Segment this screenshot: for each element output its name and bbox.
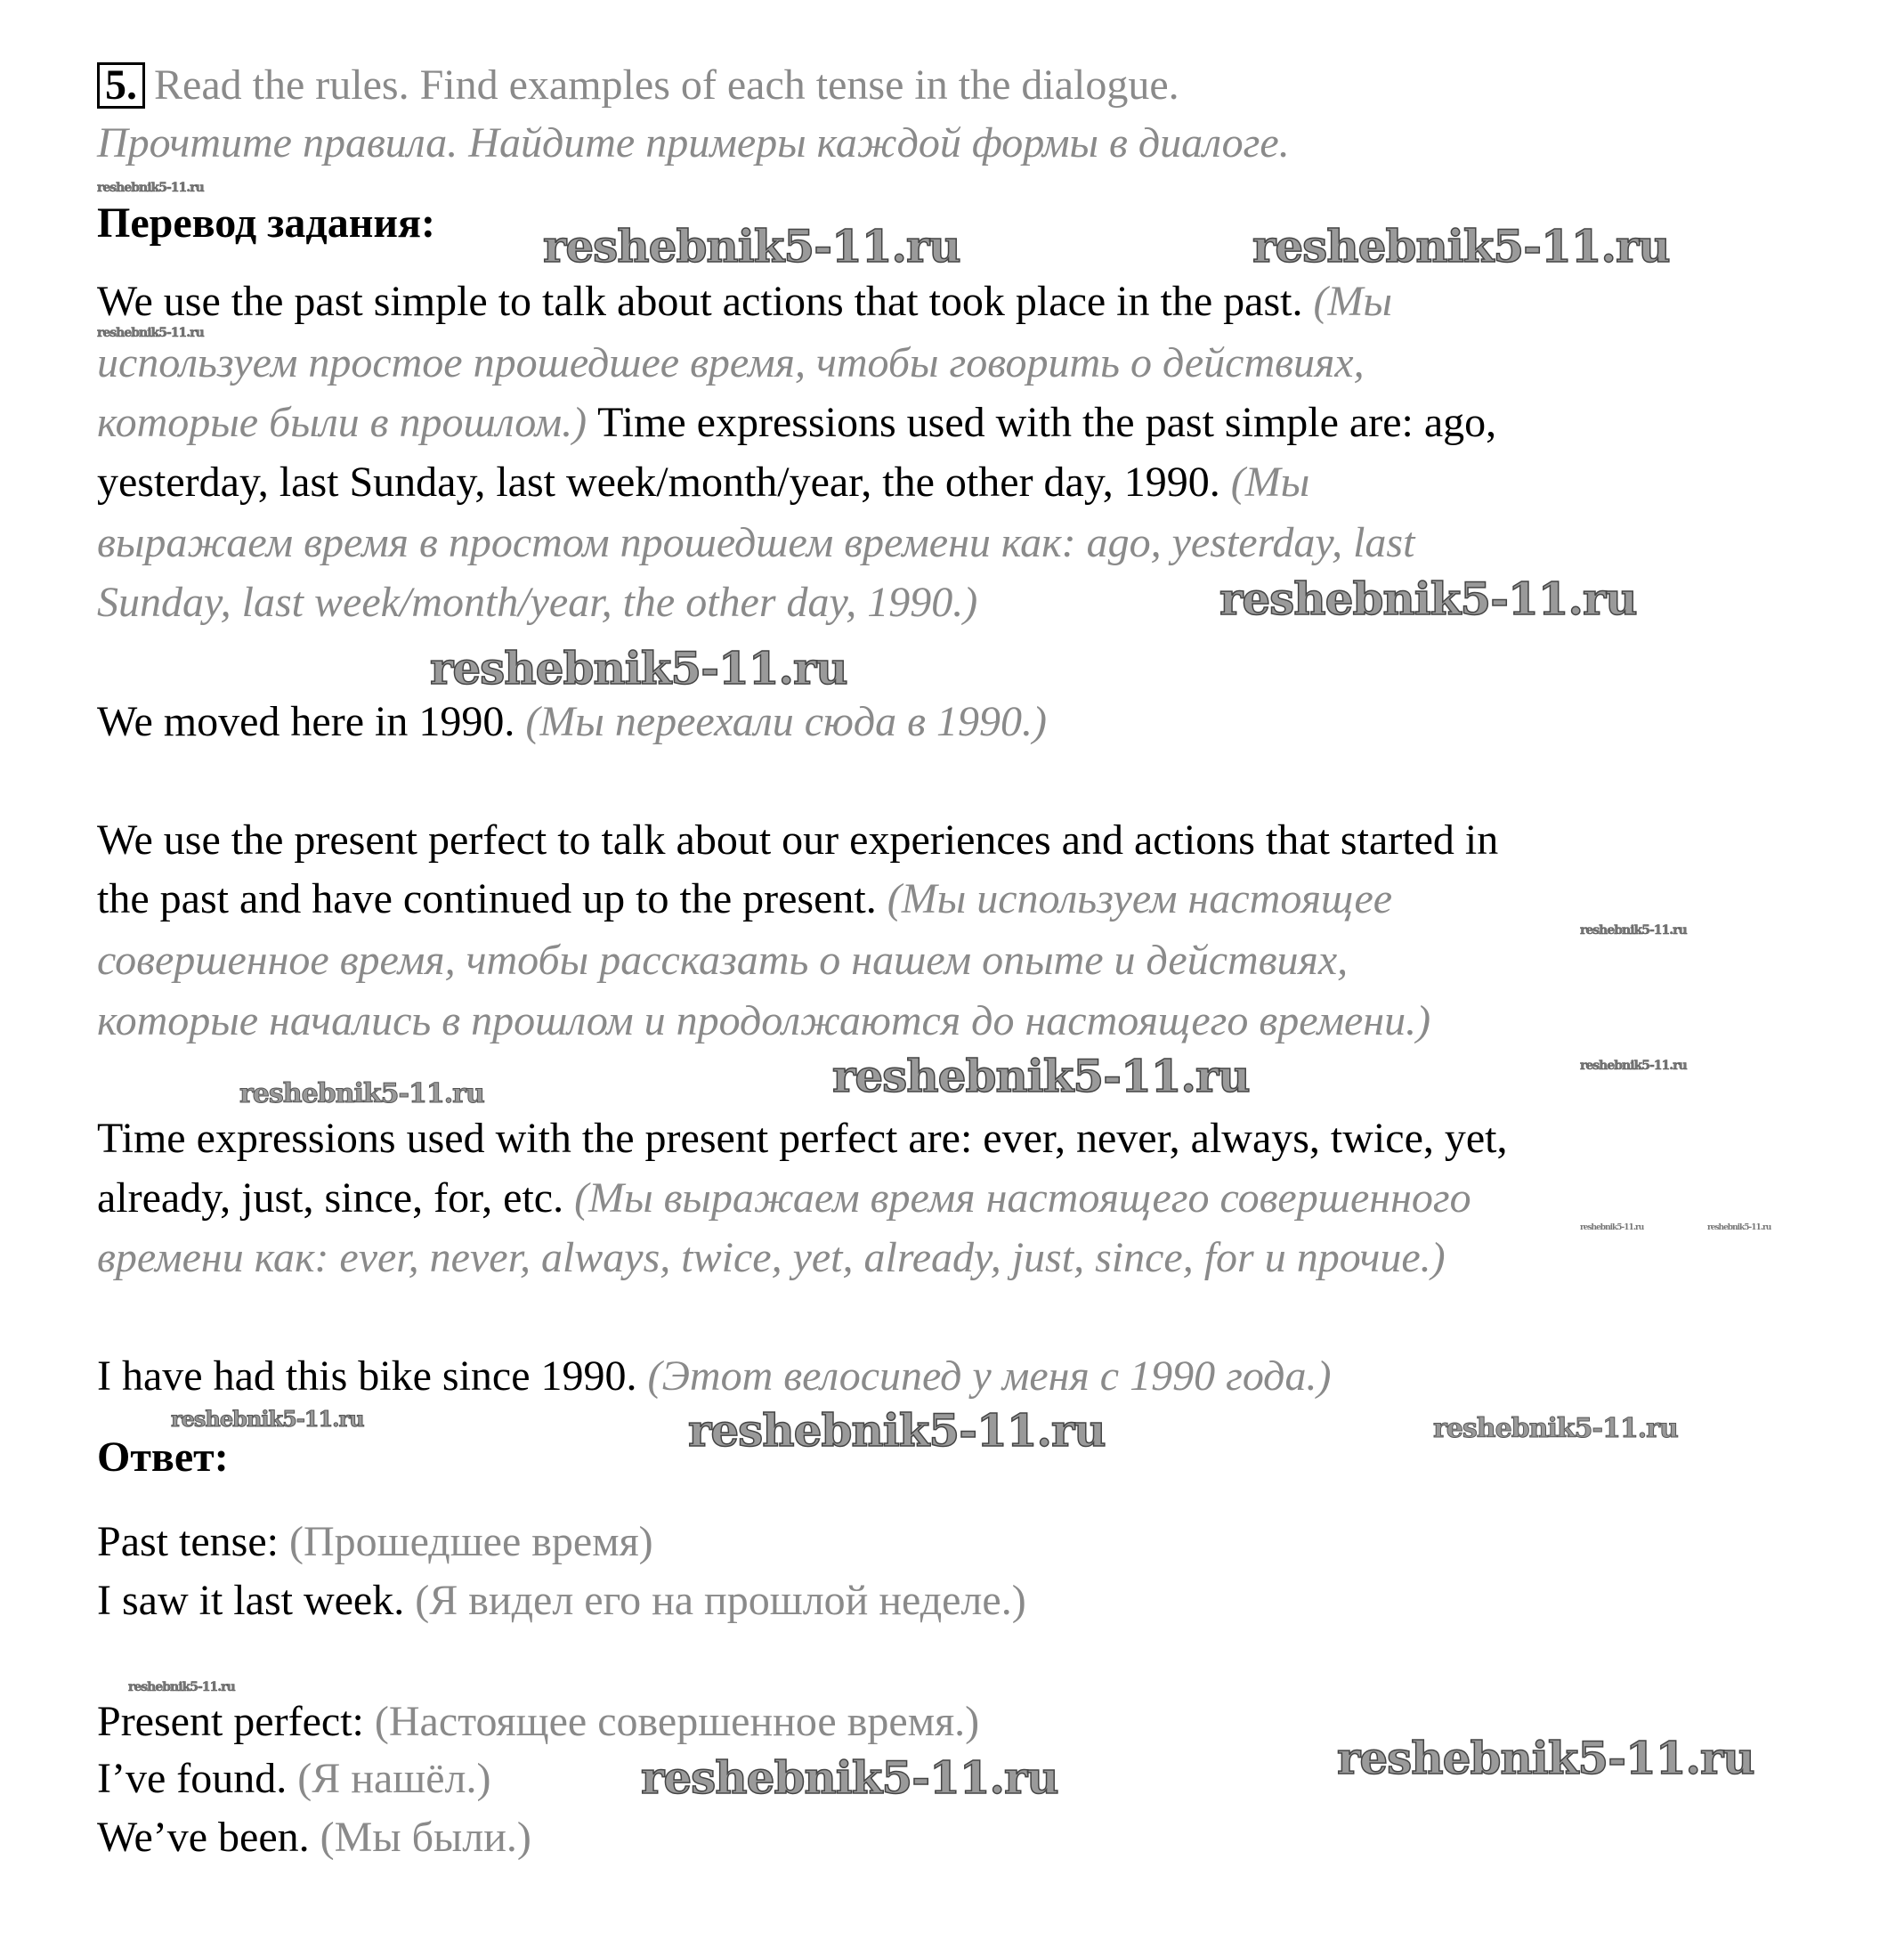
answer-heading: Ответ: (97, 1433, 229, 1481)
instruction-en: Read the rules. Find examples of each tense in the dialogue. (154, 61, 1179, 109)
text-en: the past and have continued up to the present. (97, 875, 877, 922)
watermark: reshebnik5-11.ru (1580, 1059, 1687, 1073)
answer-line (97, 1519, 653, 1565)
text-line: выражаем время в простом прошедшем времени как: ago, yesterday, last (97, 519, 1415, 566)
perfect-example-ru: (Мы были.) (320, 1814, 531, 1861)
past-label-ru: (Прошедшее время) (288, 1518, 653, 1565)
text-ru: (Мы (1230, 459, 1310, 506)
text-ru: (Этот велосипед у меня с 1990 года.) (647, 1352, 1332, 1400)
example-line (97, 1353, 1331, 1400)
watermark: reshebnik5-11.ru (641, 1751, 1058, 1804)
task-number: 5. (97, 62, 145, 109)
text-line: используем простое прошедшее время, чтобы говорить о действиях, (97, 339, 1365, 386)
perfect-example: I’ve found. (97, 1755, 288, 1802)
watermark: reshebnik5-11.ru (171, 1406, 364, 1432)
answer-line (97, 1756, 490, 1802)
text-line (97, 876, 1392, 922)
watermark: reshebnik5-11.ru (239, 1078, 484, 1109)
perfect-example-ru: (Я нашёл.) (297, 1755, 491, 1802)
text-ru: которые были в прошлом.) (97, 399, 587, 446)
watermark: reshebnik5-11.ru (128, 1680, 235, 1694)
watermark: reshebnik5-11.ru (688, 1404, 1106, 1457)
text-en: We use the past simple to talk about actions that took place in the past. (97, 278, 1303, 325)
watermark: reshebnik5-11.ru (97, 326, 204, 340)
answer-line (97, 1578, 1026, 1624)
text-en: We moved here in 1990. (97, 698, 515, 745)
past-example-ru: (Я видел его на прошлой неделе.) (415, 1577, 1026, 1624)
text-en: already, just, since, for, etc. (97, 1174, 564, 1222)
translation-heading: Перевод задания: (97, 199, 435, 247)
text-line (97, 279, 1392, 325)
watermark: reshebnik5-11.ru (1580, 1223, 1644, 1232)
text-line: времени как: ever, never, always, twice, yet, already, just, since, for и прочие.) (97, 1234, 1446, 1281)
watermark: reshebnik5-11.ru (430, 642, 847, 694)
text-ru: (Мы выражаем время настоящего совершенного (574, 1174, 1471, 1222)
task-header (97, 62, 1179, 109)
perfect-example: We’ve been. (97, 1814, 310, 1861)
watermark: reshebnik5-11.ru (1707, 1223, 1771, 1232)
past-example: I saw it last week. (97, 1577, 405, 1624)
watermark: reshebnik5-11.ru (1337, 1732, 1754, 1784)
perfect-label-ru: (Настоящее совершенное время.) (374, 1698, 980, 1745)
watermark: reshebnik5-11.ru (1580, 923, 1687, 938)
text-ru: (Мы переехали сюда в 1990.) (525, 698, 1047, 745)
text-en: I have had this bike since 1990. (97, 1352, 637, 1400)
text-line: которые начались в прошлом и продолжаются до настоящего времени.) (97, 997, 1431, 1044)
text-line: Time expressions used with the present perfect are: ever, never, always, twice, yet, (97, 1115, 1508, 1162)
answer-line (97, 1815, 531, 1861)
past-label: Past tense: (97, 1518, 279, 1565)
perfect-label: Present perfect: (97, 1698, 364, 1745)
instruction-ru: Прочтите правила. Найдите примеры каждой формы в диалоге. (97, 119, 1290, 166)
watermark: reshebnik5-11.ru (832, 1050, 1250, 1102)
text-en: yesterday, last Sunday, last week/month/year, the other day, 1990. (97, 459, 1220, 506)
example-line (97, 699, 1047, 745)
watermark: reshebnik5-11.ru (1252, 220, 1670, 272)
text-line (97, 1175, 1471, 1222)
text-line (97, 400, 1496, 446)
watermark: reshebnik5-11.ru (543, 220, 960, 272)
text-line: Sunday, last week/month/year, the other day, 1990.) (97, 579, 978, 626)
text-ru: (Мы используем настоящее (887, 875, 1393, 922)
text-line (97, 459, 1309, 506)
text-ru: (Мы (1313, 278, 1392, 325)
watermark: reshebnik5-11.ru (1219, 572, 1637, 625)
text-line: We use the present perfect to talk about our experiences and actions that started in (97, 816, 1499, 864)
text-line: совершенное время, чтобы рассказать о нашем опыте и действиях, (97, 937, 1349, 984)
watermark: reshebnik5-11.ru (1433, 1413, 1678, 1444)
watermark: reshebnik5-11.ru (97, 181, 204, 195)
answer-line (97, 1699, 979, 1745)
text-en: Time expressions used with the past simple are: ago, (597, 399, 1497, 446)
